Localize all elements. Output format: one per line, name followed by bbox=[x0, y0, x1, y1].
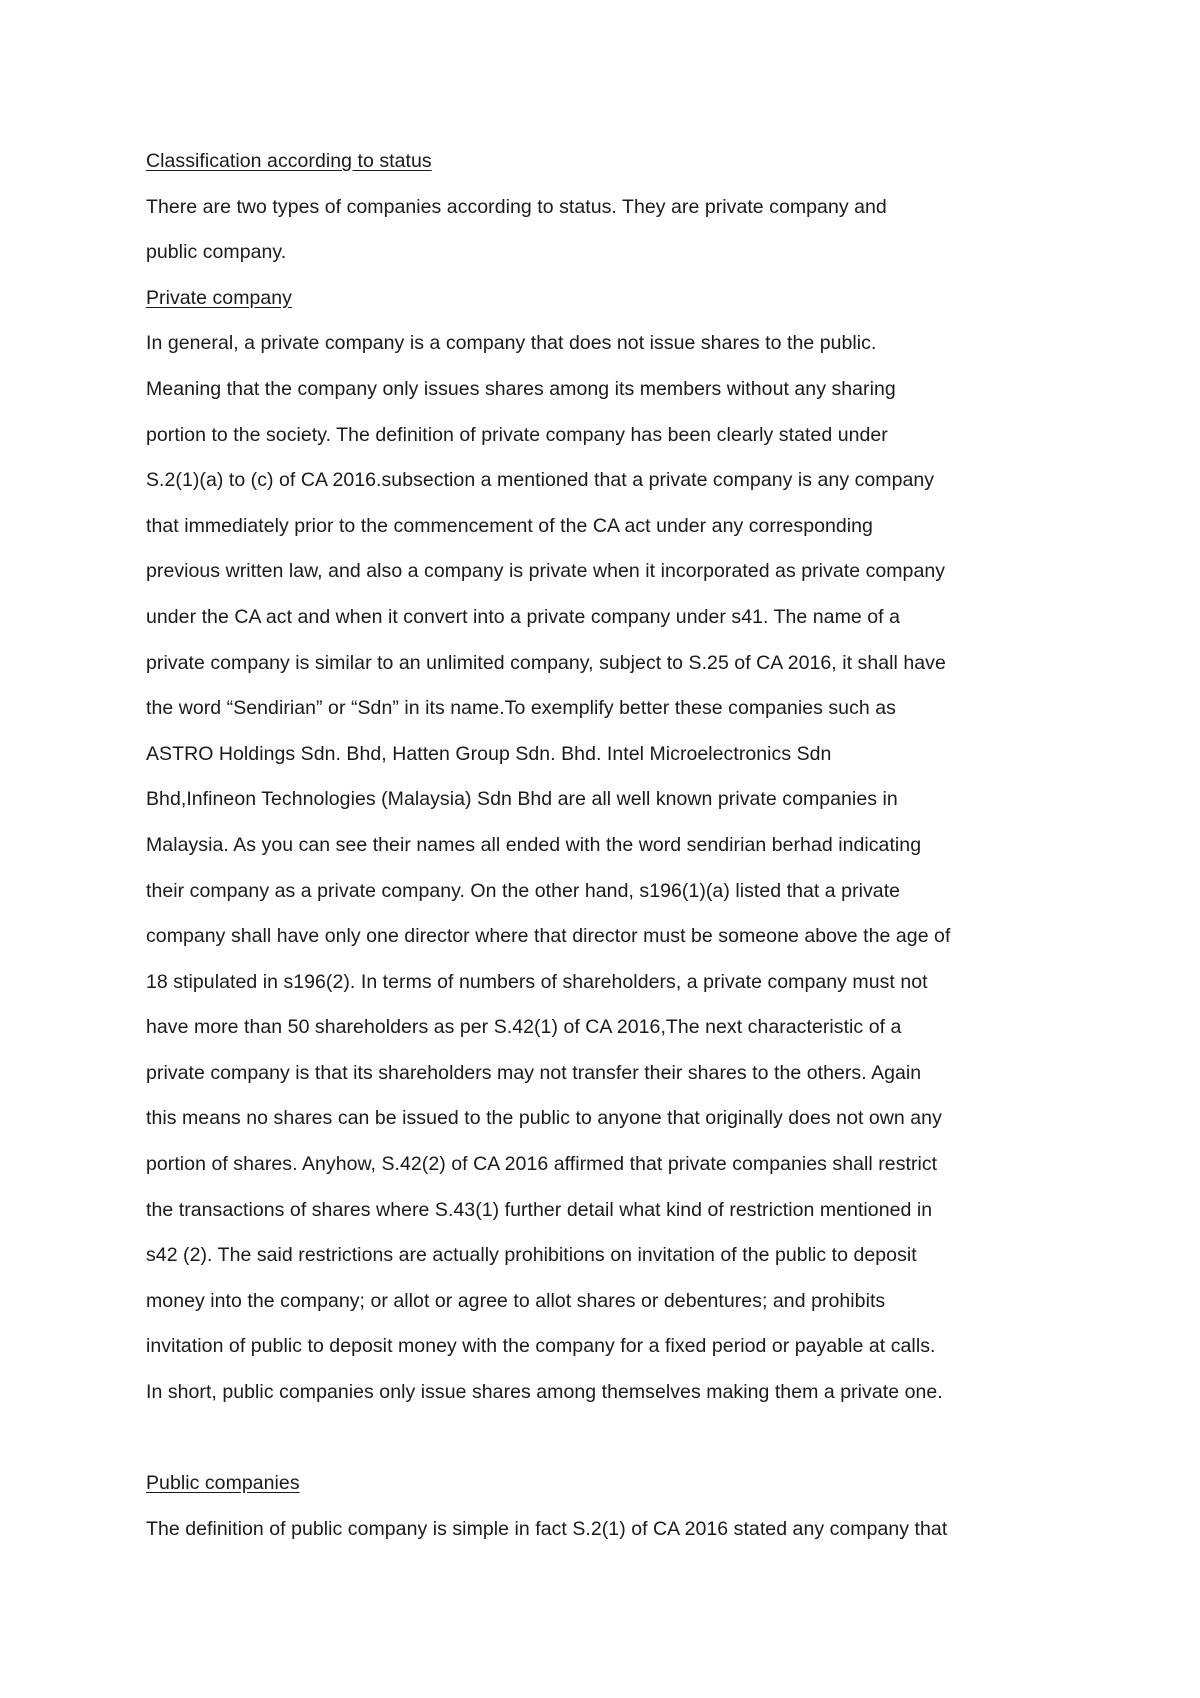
paragraph-line: the word “Sendirian” or “Sdn” in its name.To exemplify better these companies such as bbox=[146, 697, 896, 720]
paragraph-line: In general, a private company is a company that does not issue shares to the public. bbox=[146, 332, 877, 355]
paragraph-line: private company is that its shareholders may not transfer their shares to the others. Again bbox=[146, 1061, 922, 1084]
paragraph-line: the transactions of shares where S.43(1) further detail what kind of restriction mentioned in bbox=[146, 1198, 933, 1221]
paragraph-line: under the CA act and when it convert into a private company under s41. The name of a bbox=[146, 605, 900, 628]
paragraph-spacer bbox=[146, 1423, 1006, 1469]
paragraph-line: Malaysia. As you can see their names all ended with the word sendirian berhad indicating bbox=[146, 833, 922, 856]
paragraph-line: 18 stipulated in s196(2). In terms of numbers of shareholders, a private company must not bbox=[146, 970, 928, 993]
paragraph-line: Meaning that the company only issues shares among its members without any sharing bbox=[146, 377, 896, 400]
paragraph-line: company shall have only one director where that director must be someone above the age of bbox=[146, 925, 951, 948]
paragraph-line: s42 (2). The said restrictions are actually prohibitions on invitation of the public to deposit bbox=[146, 1244, 917, 1267]
section-heading-status: Classification according to status bbox=[146, 150, 432, 172]
paragraph-line: public company. bbox=[146, 241, 287, 264]
paragraph-line: money into the company; or allot or agree to allot shares or debentures; and prohibits bbox=[146, 1289, 886, 1312]
paragraph-line: their company as a private company. On the other hand, s196(1)(a) listed that a private bbox=[146, 879, 901, 902]
paragraph-line: There are two types of companies according to status. They are private company and bbox=[146, 195, 887, 218]
paragraph-line: private company is similar to an unlimited company, subject to S.25 of CA 2016, it shall have bbox=[146, 651, 946, 674]
paragraph-line: The definition of public company is simple in fact S.2(1) of CA 2016 stated any company that bbox=[146, 1517, 948, 1540]
paragraph-line: this means no shares can be issued to the public to anyone that originally does not own any bbox=[146, 1107, 942, 1130]
paragraph-line: invitation of public to deposit money with the company for a fixed period or payable at calls. bbox=[146, 1335, 936, 1358]
section-heading-private: Private company bbox=[146, 286, 292, 309]
paragraph-line: portion to the society. The definition of private company has been clearly stated under bbox=[146, 423, 888, 446]
document-body bbox=[146, 146, 1006, 1559]
paragraph-line: ASTRO Holdings Sdn. Bhd, Hatten Group Sdn. Bhd. Intel Microelectronics Sdn bbox=[146, 742, 832, 765]
paragraph-line: that immediately prior to the commencement of the CA act under any corresponding bbox=[146, 514, 873, 537]
paragraph-line: In short, public companies only issue shares among themselves making them a private one. bbox=[146, 1381, 943, 1404]
section-heading-public: Public companies bbox=[146, 1472, 300, 1495]
paragraph-line: previous written law, and also a company is private when it incorporated as private company bbox=[146, 560, 946, 583]
paragraph-line: portion of shares. Anyhow, S.42(2) of CA 2016 affirmed that private companies shall restrict bbox=[146, 1153, 938, 1176]
paragraph-line: S.2(1)(a) to (c) of CA 2016.subsection a mentioned that a private company is any company bbox=[146, 469, 935, 492]
paragraph-line: have more than 50 shareholders as per S.42(1) of CA 2016,The next characteristic of a bbox=[146, 1016, 902, 1039]
paragraph-line: Bhd,Infineon Technologies (Malaysia) Sdn Bhd are all well known private companies in bbox=[146, 788, 898, 811]
